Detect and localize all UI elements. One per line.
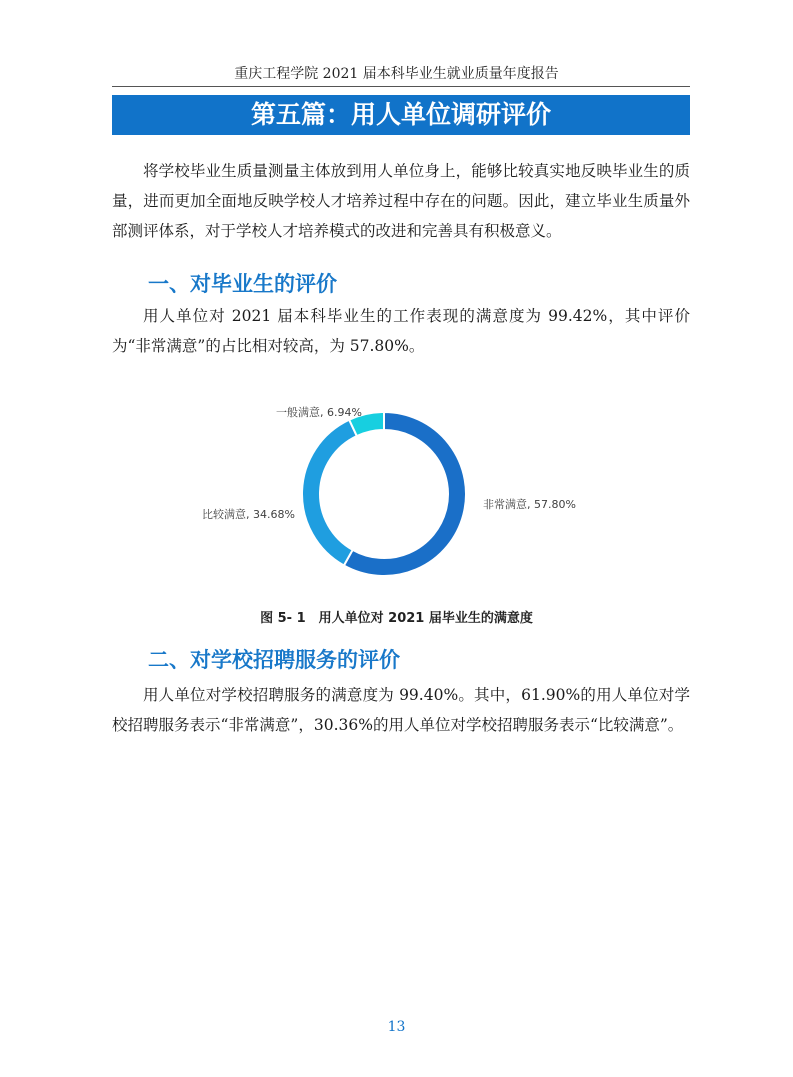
figure-caption: 图 5- 1 用人单位对 2021 届毕业生的满意度 [260,611,533,626]
intro-paragraph: 将学校毕业生质量测量主体放到用人单位身上，能够比较真实地反映毕业生的质量，进而更加全面地反映学校人才培养过程中存在的问题。因此，建立毕业生质量外部测评体系，对于学校人才培养模式的改进和完善具有积极意义。 [112,162,690,240]
graduates-paragraph: 用人单位对 2021 届本科毕业生的工作表现的满意度为 99.42%，其中评价为“非常满意”的占比相对较高，为 57.80%。 [112,307,690,355]
page-number: 13 [387,1019,406,1035]
running-header: 重庆工程学院 2021 届本科毕业生就业质量年度报告 [234,66,559,82]
section-heading-graduates: 一、对毕业生的评价 [148,272,337,296]
chapter-title: 第五篇：用人单位调研评价 [112,95,690,135]
slice-label-fairly-satisfied: 比较满意, 34.68% [202,508,295,521]
donut-slices [302,412,466,576]
slice-label-generally-satisfied: 一般满意, 6.94% [276,406,362,419]
satisfaction-donut-chart [180,392,620,592]
slice-label-very-satisfied: 非常满意, 57.80% [483,498,576,511]
header-rule [112,86,690,87]
donut-slice-fairly-satisfied [302,420,357,566]
recruitment-paragraph: 用人单位对学校招聘服务的满意度为 99.40%。其中，61.90%的用人单位对学校招聘服务表示“非常满意”，30.36%的用人单位对学校招聘服务表示“比较满意”。 [112,686,690,734]
donut-slice-very-satisfied [344,412,466,576]
section-heading-recruitment: 二、对学校招聘服务的评价 [148,648,400,672]
